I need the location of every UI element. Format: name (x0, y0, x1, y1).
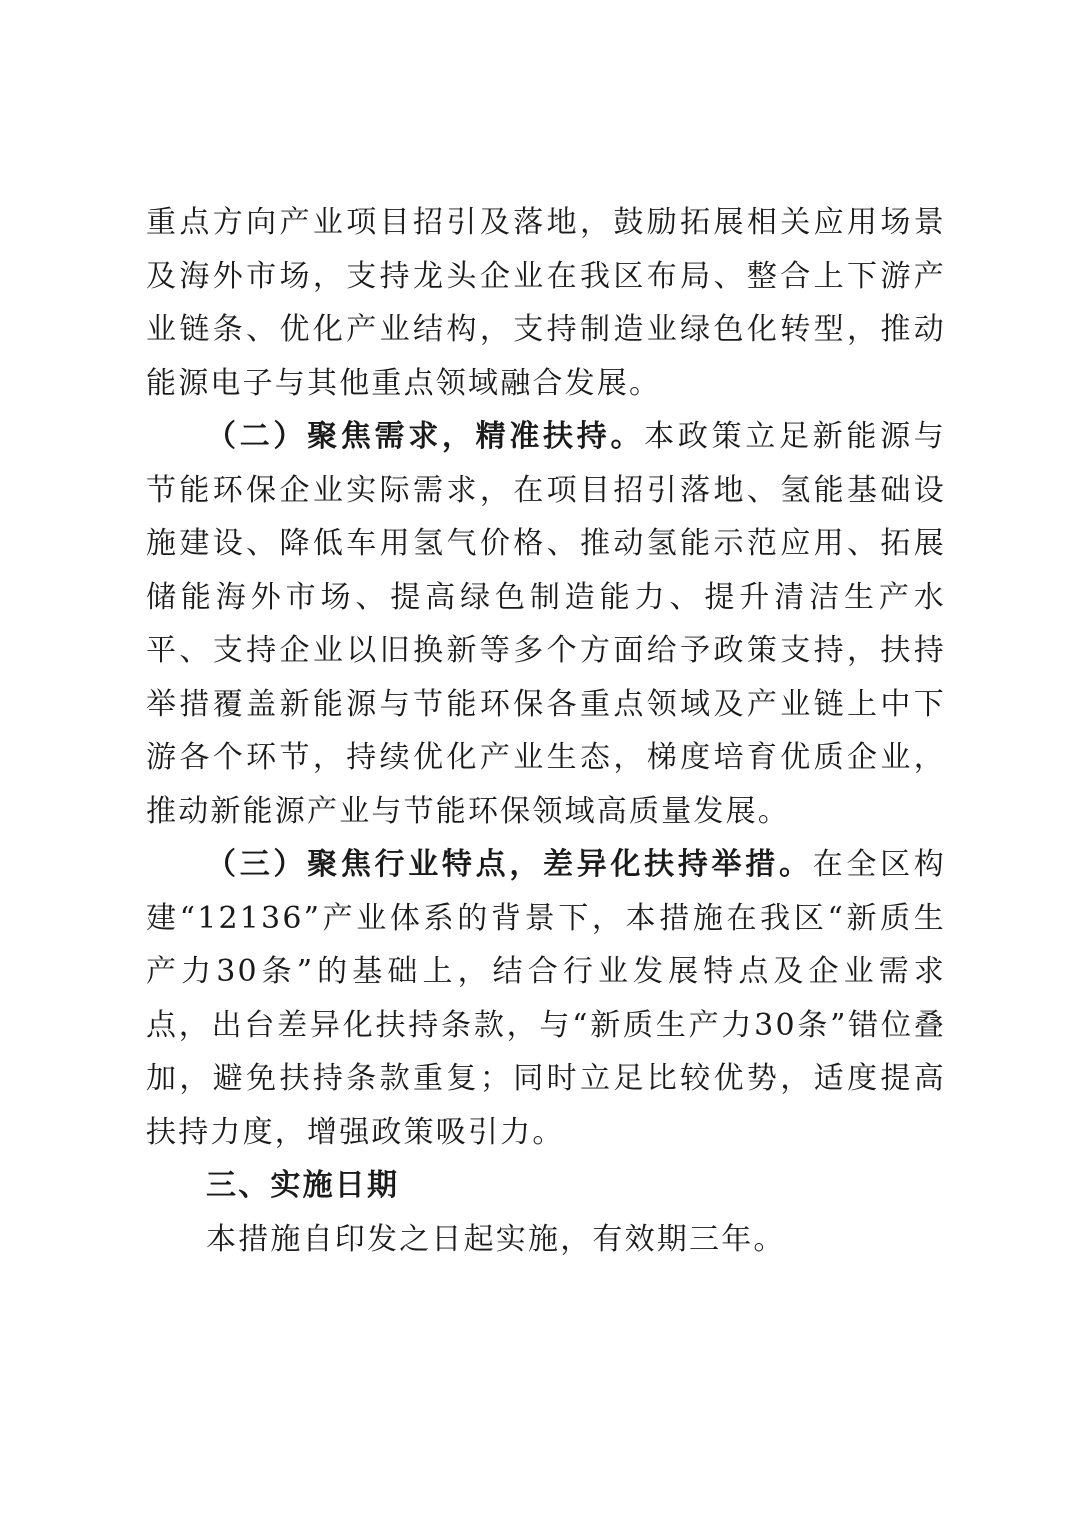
paragraph-implementation (146, 1213, 946, 1267)
paragraph-text: 重点方向产业项目招引及落地，鼓励拓展相关应用场景及海外市场，支持龙头企业在我区布局、整合上下游产业链条、优化产业结构，支持制造业绿色化转型，推动能源电子与其他重点领域融合发展。 (146, 205, 946, 401)
paragraph-focus-industry (146, 838, 946, 1159)
paragraph-focus-demand (146, 410, 946, 838)
paragraph-lead-heading: （三）聚焦行业特点，差异化扶持举措。 (206, 847, 813, 882)
paragraph-text: 本政策立足新能源与节能环保企业实际需求，在项目招引落地、氢能基础设施建设、降低车用氢气价格、推动氢能示范应用、拓展储能海外市场、提高绿色制造能力、提升清洁生产水平、支持企业以旧换新等多个方面给予政策支持，扶持举措覆盖新能源与节能环保各重点领域及产业链上中下游各个环节，持续优化产业生态，梯度培育优质企业，推动新能源产业与节能环保领域高质量发展。 (146, 419, 946, 829)
paragraph-text: 在全区构建“12136”产业体系的背景下，本措施在我区“新质生产力30条”的基础上，结合行业发展特点及企业需求点，出台差异化扶持条款，与“新质生产力30条”错位叠加，避免扶持条款重复；同时立足比较优势，适度提高扶持力度，增强政策吸引力。 (146, 847, 946, 1150)
document-body (146, 196, 946, 1266)
section-heading-implementation-date: 三、实施日期 (206, 1168, 400, 1203)
paragraph-lead-heading: （二）聚焦需求，精准扶持。 (206, 419, 645, 454)
paragraph-continuation (146, 196, 946, 410)
paragraph-text: 本措施自印发之日起实施，有效期三年。 (206, 1221, 786, 1257)
